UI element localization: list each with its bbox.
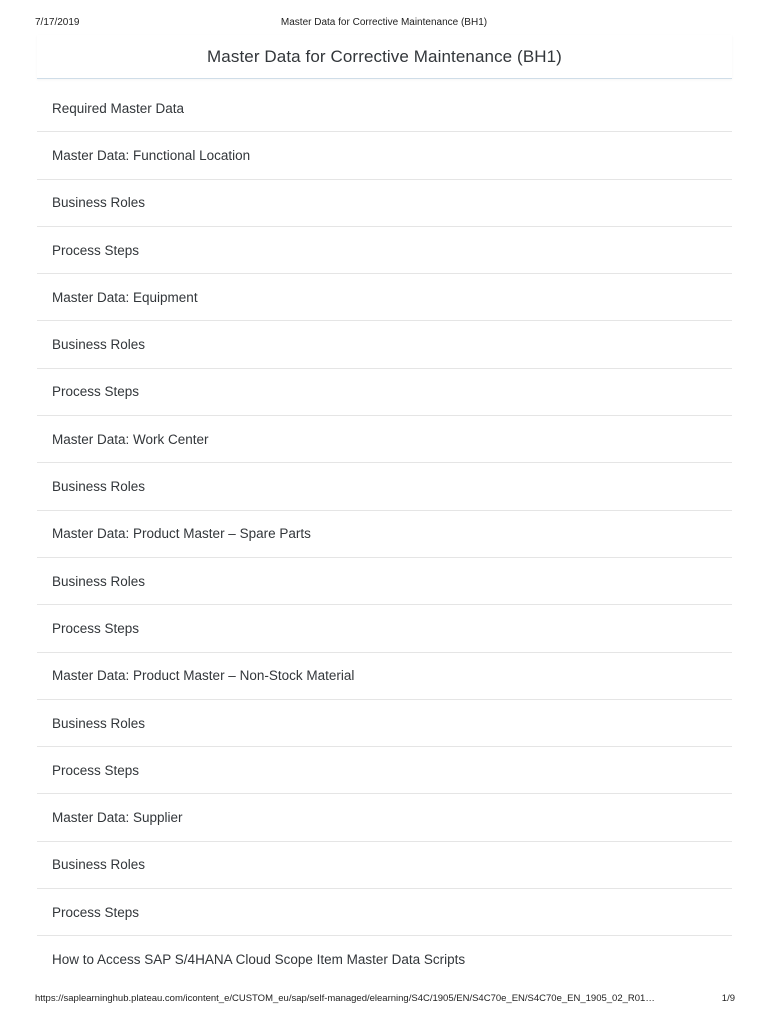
toc-item-business-roles[interactable]: Business Roles <box>37 842 732 889</box>
toc-item-equipment[interactable]: Master Data: Equipment <box>37 274 732 321</box>
toc-item-non-stock-material[interactable]: Master Data: Product Master – Non-Stock Material <box>37 653 732 700</box>
toc-item-business-roles[interactable]: Business Roles <box>37 180 732 227</box>
print-url: https://saplearninghub.plateau.com/icontent_e/CUSTOM_eu/sap/self-managed/elearning/S4C/1905/EN/S4C70e_EN/S4C70e_EN_1905_02_R01… <box>35 993 655 1004</box>
page-number: 1/9 <box>721 993 735 1004</box>
table-of-contents <box>37 85 732 984</box>
toc-item-process-steps[interactable]: Process Steps <box>37 227 732 274</box>
toc-item-work-center[interactable]: Master Data: Work Center <box>37 416 732 463</box>
print-footer <box>35 993 735 1007</box>
toc-item-process-steps[interactable]: Process Steps <box>37 889 732 936</box>
toc-item-functional-location[interactable]: Master Data: Functional Location <box>37 132 732 179</box>
toc-item-business-roles[interactable]: Business Roles <box>37 558 732 605</box>
toc-item-spare-parts[interactable]: Master Data: Product Master – Spare Parts <box>37 511 732 558</box>
toc-item-process-steps[interactable]: Process Steps <box>37 369 732 416</box>
page-title: Master Data for Corrective Maintenance (BH1) <box>207 46 562 66</box>
toc-item-process-steps[interactable]: Process Steps <box>37 747 732 794</box>
toc-item-supplier[interactable]: Master Data: Supplier <box>37 794 732 841</box>
page-title-bar <box>37 35 732 79</box>
toc-item-business-roles[interactable]: Business Roles <box>37 700 732 747</box>
toc-item-process-steps[interactable]: Process Steps <box>37 605 732 652</box>
toc-item-business-roles[interactable]: Business Roles <box>37 463 732 510</box>
print-header <box>35 17 733 31</box>
print-document-title: Master Data for Corrective Maintenance (BH1) <box>280 17 488 28</box>
toc-item-business-roles[interactable]: Business Roles <box>37 321 732 368</box>
toc-item-required-master-data[interactable]: Required Master Data <box>37 85 732 132</box>
toc-item-how-to-access[interactable]: How to Access SAP S/4HANA Cloud Scope Item Master Data Scripts <box>52 952 466 968</box>
print-date: 7/17/2019 <box>35 17 80 28</box>
